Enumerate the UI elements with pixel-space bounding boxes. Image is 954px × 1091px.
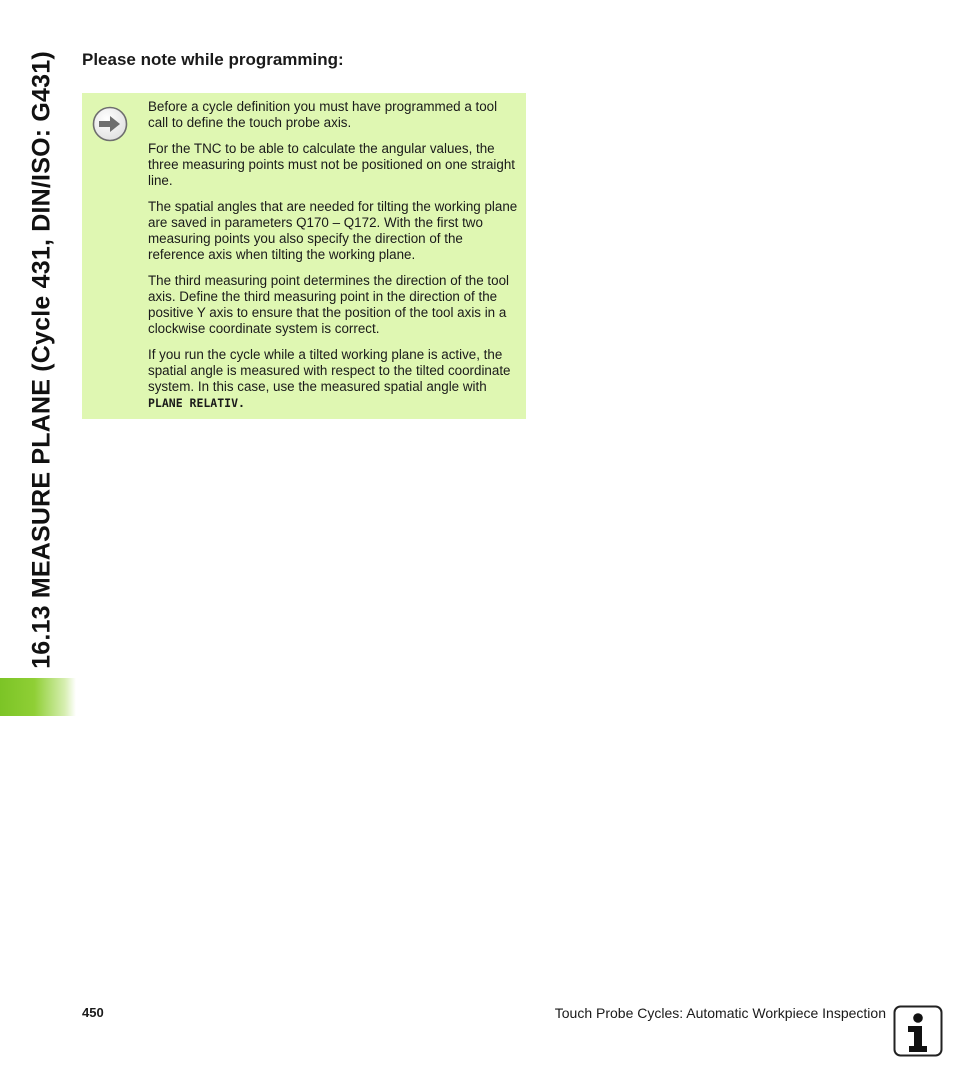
note-text	[148, 99, 520, 421]
code-plane-relativ: PLANE RELATIV.	[148, 396, 245, 410]
footer-title: Touch Probe Cycles: Automatic Workpiece Inspection	[554, 1005, 886, 1021]
note-paragraph: For the TNC to be able to calculate the angular values, the three measuring points must not be positioned on one straight line.	[148, 141, 515, 188]
note-box	[82, 93, 526, 419]
arrow-right-icon	[92, 106, 128, 142]
info-icon	[893, 1005, 943, 1057]
chapter-side-title: 16.13 MEASURE PLANE (Cycle 431, DIN/ISO: G431)	[27, 51, 56, 669]
note-paragraph-last	[148, 347, 520, 411]
page-number: 450	[82, 1005, 104, 1020]
chapter-tab-marker	[0, 678, 76, 716]
chapter-side-title-area	[20, 40, 64, 680]
note-paragraph: The spatial angles that are needed for tilting the working plane are saved in parameters Q170 – Q172. With the first two measuring points you also specify the direction of the reference axis when tilting the working plane.	[148, 199, 518, 262]
section-heading: Please note while programming:	[82, 50, 344, 69]
note-paragraph: Before a cycle definition you must have programmed a tool call to define the touch probe axis.	[148, 99, 498, 130]
note-paragraph: The third measuring point determines the direction of the tool axis. Define the third measuring point in the direction of the positive Y axis to ensure that the position of the tool axis in a clockwise coordinate system is correct.	[148, 273, 510, 336]
note-paragraph-text: If you run the cycle while a tilted working plane is active, the spatial angle is measured with respect to the tilted coordinate system. In this case, use the measured spatial angle with	[148, 347, 511, 394]
